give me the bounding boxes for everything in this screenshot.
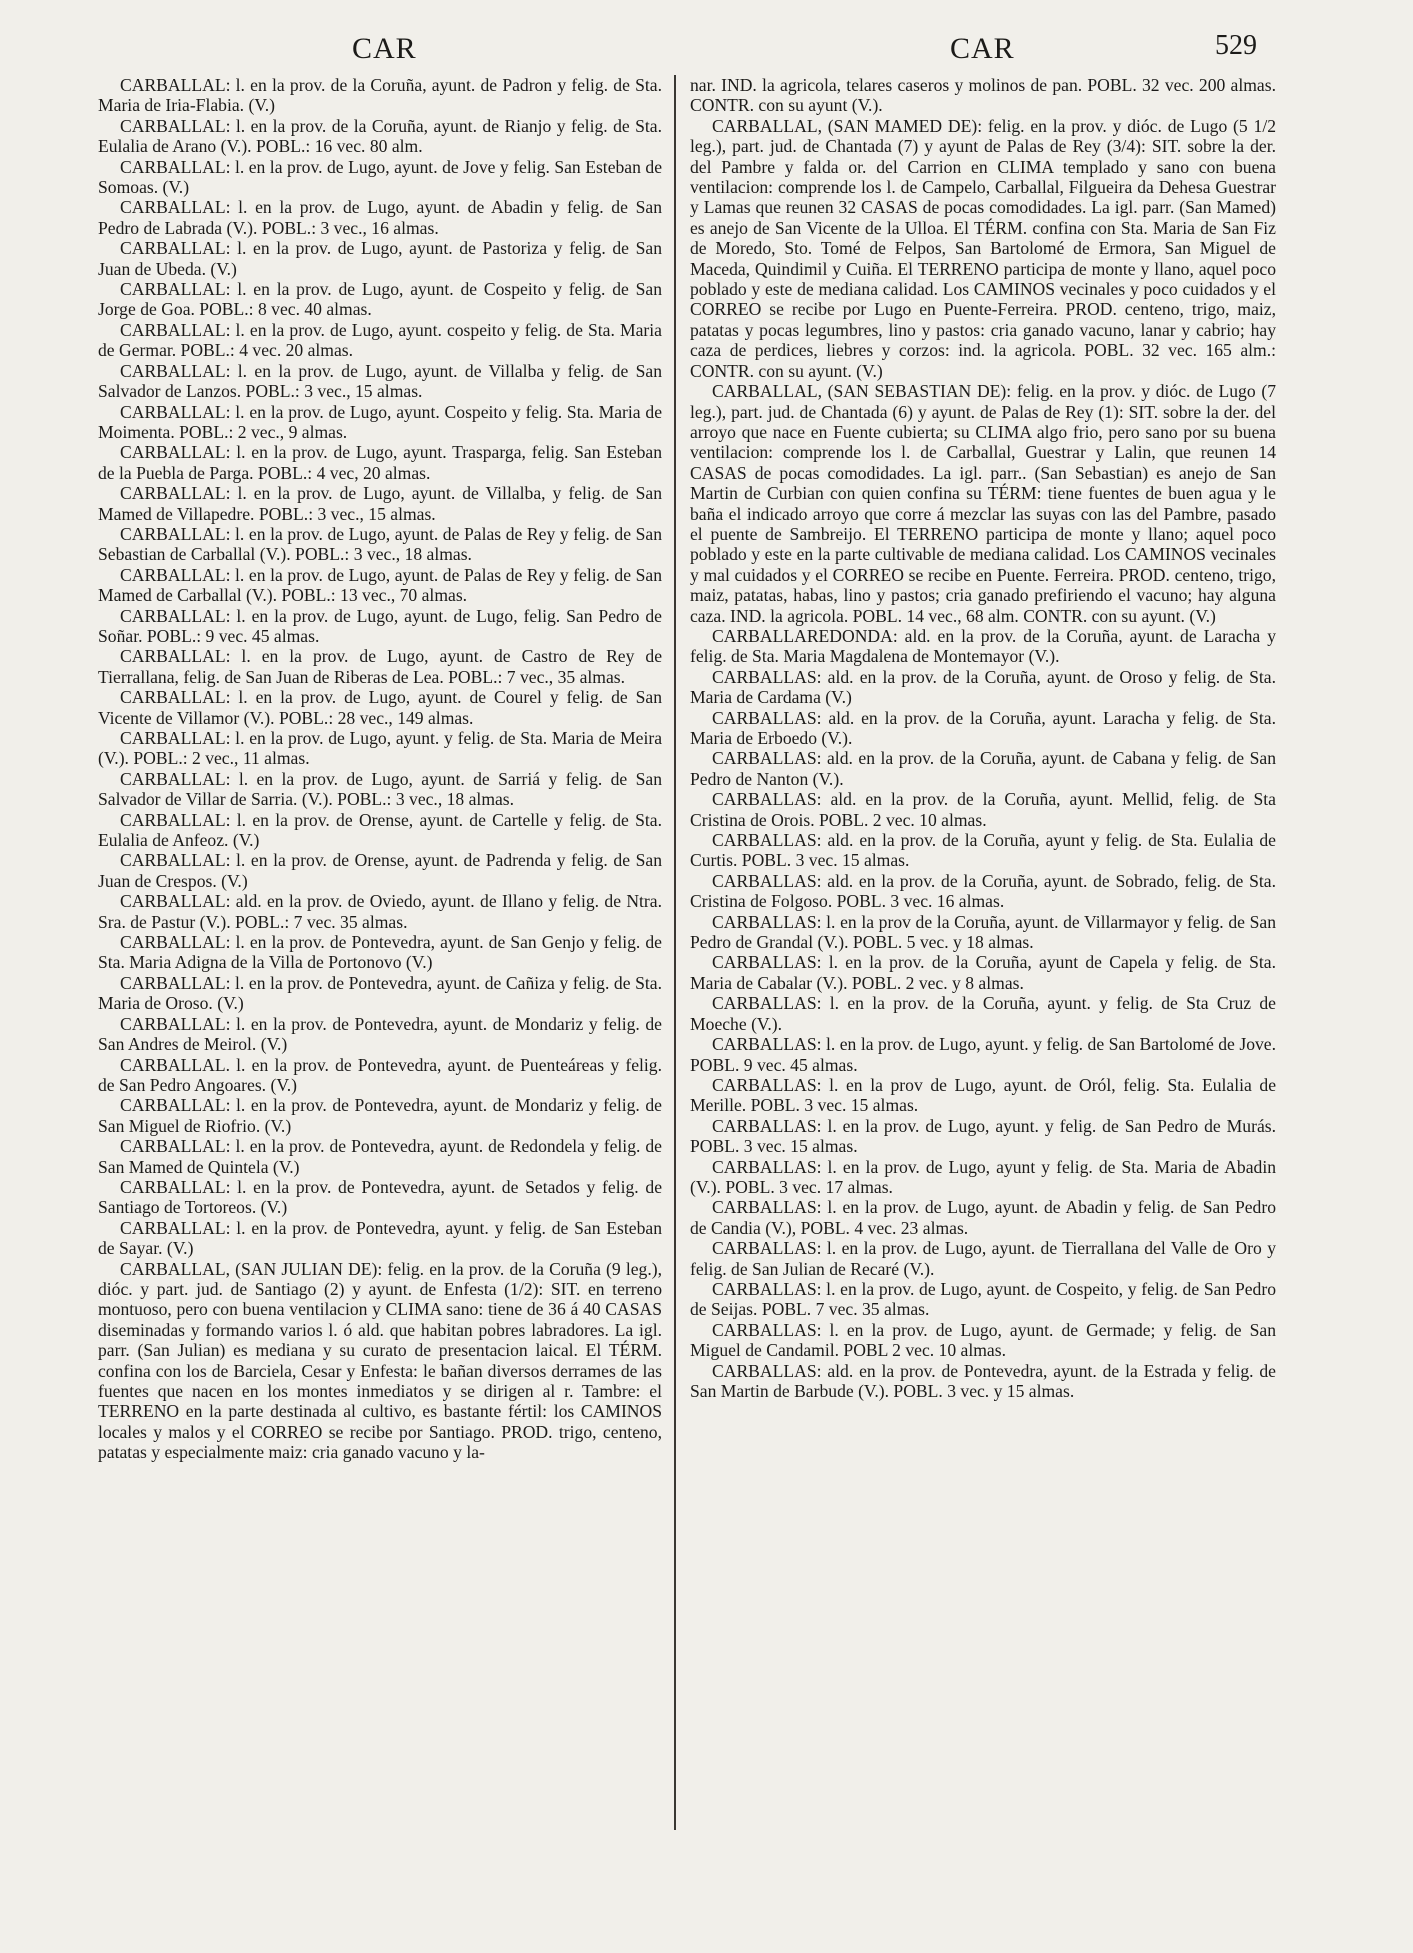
gazetteer-entry: CARBALLAS: l. en la prov. de Lugo, ayunt y felig. de Sta. Maria de Abadin (V.). POBL. 3 vec. 17 almas. bbox=[690, 1156, 1276, 1197]
gazetteer-entry: CARBALLAL, (SAN JULIAN DE): felig. en la prov. de la Coruña (9 leg.), dióc. y part. jud. de Santiago (2) y ayunt. de Enfesta (1/2): SIT. en terreno montuoso, pero con buena ventilacion y CLIMA sano: tiene de 36 á 40 CASAS diseminadas y formando varios l. ó ald. que habitan pobres labradores. La igl. parr. (San Julian) es mediana y su curato de presentacion laical. El TÉRM. confina con los de Barciela, Cesar y Enfesta: le bañan diversos derrames de las fuentes que nacen en los montes inmediatos y se dirigen al r. Tambre: el TERRENO en la parte destinada al cultivo, es bastante fértil: los CAMINOS locales y malos y el CORREO se recibe por Santiago. PROD. trigo, centeno, patatas y especialmente maiz: cria ganado vacuno y la- bbox=[98, 1258, 662, 1463]
gazetteer-entry: CARBALLAL: l. en la prov. de Lugo, ayunt. de Courel y felig. de San Vicente de Villamor (V.). POBL.: 28 vec., 149 almas. bbox=[98, 687, 662, 728]
gazetteer-entry: CARBALLAS: l. en la prov de la Coruña, ayunt. de Villarmayor y felig. de San Pedro de Grandal (V.). POBL. 5 vec. y 18 almas. bbox=[690, 911, 1276, 953]
gazetteer-entry: CARBALLAL: l. en la prov. de Lugo, ayunt. cospeito y felig. de Sta. Maria de Germar. POBL.: 4 vec. 20 almas. bbox=[98, 319, 662, 361]
gazetteer-entry: CARBALLAL: l. en la prov. de Lugo, ayunt. de Jove y felig. San Esteban de Somoas. (V.) bbox=[98, 156, 662, 198]
gazetteer-entry: CARBALLAS: l. en la prov. de Lugo, ayunt. de Tierrallana del Valle de Oro y felig. de San Julian de Recaré (V.). bbox=[690, 1238, 1276, 1279]
gazetteer-entry: CARBALLAL: l. en la prov. de Lugo, ayunt. de Castro de Rey de Tierrallana, felig. de San Juan de Riberas de Lea. POBL.: 7 vec., 35 almas. bbox=[98, 646, 662, 687]
gazetteer-entry: CARBALLAL: l. en la prov. de Pontevedra, ayunt. de Cañiza y felig. de Sta. Maria de Oroso. (V.) bbox=[98, 972, 662, 1014]
gazetteer-entry: CARBALLAL: l. en la prov. de la Coruña, ayunt. de Padron y felig. de Sta. Maria de Iria-Flabia. (V.) bbox=[98, 75, 662, 116]
gazetteer-entry: CARBALLAS: ald. en la prov. de la Coruña, ayunt. de Oroso y felig. de Sta. Maria de Cardama (V.) bbox=[690, 666, 1276, 708]
gazetteer-entry: CARBALLAL: l. en la prov. de Lugo, ayunt. de Pastoriza y felig. de San Juan de Ubeda. (V.) bbox=[98, 238, 662, 279]
gazetteer-entry: CARBALLAL: ald. en la prov. de Oviedo, ayunt. de Illano y felig. de Ntra. Sra. de Pastur (V.). POBL.: 7 vec. 35 almas. bbox=[98, 891, 662, 932]
gazetteer-entry: CARBALLAL, (SAN SEBASTIAN DE): felig. en la prov. y dióc. de Lugo (7 leg.), part. jud. de Chantada (6) y ayunt. de Palas de Rey (1): SIT. sobre la der. del arroyo que nace en Fuente cubierta; su CLIMA algo frio, pero sano por su buena ventilacion: comprende los l. de Carballal, Guestrar y Lalin, que reunen 14 CASAS de pocas comodidades. La igl. parr.. (San Sebastian) es anejo de San Martin de Curbian con quien confina su TÉRM: tiene fuentes de buen agua y le baña el indicado arroyo que corre á mezclar las suyas con las del Pambre, pasado el puente de Sambreijo. El TERRENO participa de monte y llano; aquel poco poblado y este en la parte cultivable de mediana calidad. Los CAMINOS vecinales y mal cuidados y el CORREO se recibe en Puente. Ferreira. PROD. centeno, trigo, maiz, patatas, habas, lino y pastos; cria ganado prefiriendo el vacuno; hay alguna caza. IND. la agricola. POBL. 14 vec., 68 alm. CONTR. con su ayunt. (V.) bbox=[690, 381, 1276, 626]
gazetteer-entry: CARBALLAS: l. en la prov. de la Coruña, ayunt de Capela y felig. de Sta. Maria de Cabalar (V.). POBL. 2 vec. y 8 almas. bbox=[690, 952, 1276, 993]
gazetteer-entry: CARBALLAS: ald. en la prov. de la Coruña, ayunt. Mellid, felig. de Sta Cristina de Orois. POBL. 2 vec. 10 almas. bbox=[690, 789, 1276, 830]
gazetteer-entry: CARBALLAL: l. en la prov. de Lugo, ayunt. de Lugo, felig. San Pedro de Soñar. POBL.: 9 vec. 45 almas. bbox=[98, 605, 662, 646]
gazetteer-entry: CARBALLAL: l. en la prov. de Orense, ayunt. de Cartelle y felig. de Sta. Eulalia de Anfeoz. (V.) bbox=[98, 809, 662, 851]
page-number: 529 bbox=[1215, 30, 1257, 61]
right-column bbox=[690, 75, 1276, 1401]
right-running-head: CAR bbox=[950, 32, 1015, 65]
gazetteer-entry: CARBALLAS: l. en la prov. de Lugo, ayunt. de Abadin y felig. de San Pedro de Candia (V.), POBL. 4 vec. 23 almas. bbox=[690, 1197, 1276, 1238]
gazetteer-entry: nar. IND. la agricola, telares caseros y molinos de pan. POBL. 32 vec. 200 almas. CONTR. con su ayunt (V.). bbox=[690, 75, 1276, 116]
gazetteer-entry: CARBALLAS: l. en la prov. de Lugo, ayunt. de Germade; y felig. de San Miguel de Candamil. POBL 2 vec. 10 almas. bbox=[690, 1319, 1276, 1361]
gazetteer-entry: CARBALLAS: l. en la prov. de Lugo, ayunt. de Cospeito, y felig. de San Pedro de Seijas. POBL. 7 vec. 35 almas. bbox=[690, 1278, 1276, 1320]
gazetteer-entry: CARBALLAS: ald. en la prov. de la Coruña, ayunt. de Sobrado, felig. de Sta. Cristina de Folgoso. POBL. 3 vec. 16 almas. bbox=[690, 870, 1276, 912]
gazetteer-entry: CARBALLAL: l. en la prov. de la Coruña, ayunt. de Rianjo y felig. de Sta. Eulalia de Arano (V.). POBL.: 16 vec. 80 alm. bbox=[98, 115, 662, 157]
gazetteer-entry: CARBALLAL, (SAN MAMED DE): felig. en la prov. y dióc. de Lugo (5 1/2 leg.), part. jud. de Chantada (7) y ayunt de Palas de Rey (3/4): SIT. sobre la der. del Pambre y falda or. del Carrion en CLIMA templado y sano con buena ventilacion: comprende los l. de Campelo, Carballal, Filgueira da Dehesa Guestrar y Lamas que reunen 32 CASAS de pocas comodidades. La igl. parr. (San Mamed) es anejo de San Vicente de la Ulloa. El TÉRM. confina con Sta. Maria de San Fiz de Moredo, Sto. Tomé de Felpos, San Bartolomé de Ermora, San Miguel de Maceda, Quindimil y Cuiña. El TERRENO participa de monte y llano, aquel poco poblado y este de mediana calidad. Los CAMINOS vecinales y poco cuidados y el CORREO se recibe por Lugo en Puente-Ferreira. PROD. centeno, trigo, maiz, patatas y pocas legumbres, lino y pastos: cria ganado vacuno, lanar y cabrio; hay caza de perdices, liebres y corzos: ind. la agricola. POBL. 32 vec. 165 alm.: CONTR. con su ayunt. (V.) bbox=[690, 115, 1276, 381]
gazetteer-entry: CARBALLAL: l. en la prov. de Lugo, ayunt. de Cospeito y felig. de San Jorge de Goa. POBL.: 8 vec. 40 almas. bbox=[98, 279, 662, 320]
gazetteer-entry: CARBALLAL: l. en la prov. de Lugo, ayunt. y felig. de Sta. Maria de Meira (V.). POBL.: 2 vec., 11 almas. bbox=[98, 728, 662, 769]
gazetteer-entry: CARBALLAL. l. en la prov. de Pontevedra, ayunt. de Puenteáreas y felig. de San Pedro Angoares. (V.) bbox=[98, 1054, 662, 1095]
gazetteer-entry: CARBALLAL: l. en la prov. de Lugo, ayunt. de Sarriá y felig. de San Salvador de Villar de Sarria. (V.). POBL.: 3 vec., 18 almas. bbox=[98, 768, 662, 810]
left-running-head: CAR bbox=[352, 32, 417, 65]
gazetteer-entry: CARBALLAS: ald. en la prov. de Pontevedra, ayunt. de la Estrada y felig. de San Martin de Barbude (V.). POBL. 3 vec. y 15 almas. bbox=[690, 1360, 1276, 1401]
gazetteer-entry: CARBALLAL: l. en la prov. de Pontevedra, ayunt. de San Genjo y felig. de Sta. Maria Adigna de la Villa de Portonovo (V.) bbox=[98, 932, 662, 973]
gazetteer-entry: CARBALLAS: l. en la prov. de Lugo, ayunt. y felig. de San Pedro de Murás. POBL. 3 vec. 15 almas. bbox=[690, 1115, 1276, 1157]
gazetteer-entry: CARBALLAL: l. en la prov. de Lugo, ayunt. de Villalba y felig. de San Salvador de Lanzos. POBL.: 3 vec., 15 almas. bbox=[98, 360, 662, 402]
gazetteer-entry: CARBALLAS: ald. en la prov. de la Coruña, ayunt. Laracha y felig. de Sta. Maria de Erboedo (V.). bbox=[690, 707, 1276, 748]
gazetteer-entry: CARBALLAS: ald. en la prov. de la Coruña, ayunt. de Cabana y felig. de San Pedro de Nanton (V.). bbox=[690, 748, 1276, 789]
gazetteer-entry: CARBALLAS: ald. en la prov. de la Coruña, ayunt y felig. de Sta. Eulalia de Curtis. POBL. 3 vec. 15 almas. bbox=[690, 830, 1276, 871]
gazetteer-entry: CARBALLAL: l. en la prov. de Pontevedra, ayunt. de Mondariz y felig. de San Andres de Meirol. (V.) bbox=[98, 1013, 662, 1055]
gazetteer-entry: CARBALLAL: l. en la prov. de Lugo, ayunt. Trasparga, felig. San Esteban de la Puebla de Parga. POBL.: 4 vec, 20 almas. bbox=[98, 442, 662, 483]
gazetteer-entry: CARBALLAL: l. en la prov. de Pontevedra, ayunt. de Setados y felig. de Santiago de Tortoreos. (V.) bbox=[98, 1176, 662, 1218]
gazetteer-entry: CARBALLAL: l. en la prov. de Lugo, ayunt. de Palas de Rey y felig. de San Sebastian de Carballal (V.). POBL.: 3 vec., 18 almas. bbox=[98, 523, 662, 565]
gazetteer-entry: CARBALLAL: l. en la prov. de Pontevedra, ayunt. y felig. de San Esteban de Sayar. (V.) bbox=[98, 1217, 662, 1259]
gazetteer-entry: CARBALLAS: l. en la prov de Lugo, ayunt. de Oról, felig. Sta. Eulalia de Merille. POBL. 3 vec. 15 almas. bbox=[690, 1074, 1276, 1116]
gazetteer-entry: CARBALLAL: l. en la prov. de Orense, ayunt. de Padrenda y felig. de San Juan de Crespos. (V.) bbox=[98, 850, 662, 891]
gazetteer-entry: CARBALLAS: l. en la prov. de la Coruña, ayunt. y felig. de Sta Cruz de Moeche (V.). bbox=[690, 993, 1276, 1034]
gazetteer-entry: CARBALLAREDONDA: ald. en la prov. de la Coruña, ayunt. de Laracha y felig. de Sta. Maria Magdalena de Montemayor (V.). bbox=[690, 625, 1276, 667]
gazetteer-entry: CARBALLAL: l. en la prov. de Pontevedra, ayunt. de Redondela y felig. de San Mamed de Quintela (V.) bbox=[98, 1136, 662, 1177]
gazetteer-entry: CARBALLAL: l. en la prov. de Lugo, ayunt. Cospeito y felig. Sta. Maria de Moimenta. POBL.: 2 vec., 9 almas. bbox=[98, 401, 662, 442]
gazetteer-entry: CARBALLAS: l. en la prov. de Lugo, ayunt. y felig. de San Bartolomé de Jove. POBL. 9 vec. 45 almas. bbox=[690, 1034, 1276, 1075]
left-column bbox=[98, 75, 662, 1463]
gazetteer-entry: CARBALLAL: l. en la prov. de Lugo, ayunt. de Abadin y felig. de San Pedro de Labrada (V.). POBL.: 3 vec., 16 almas. bbox=[98, 197, 662, 238]
gazetteer-entry: CARBALLAL: l. en la prov. de Lugo, ayunt. de Villalba, y felig. de San Mamed de Villapedre. POBL.: 3 vec., 15 almas. bbox=[98, 483, 662, 524]
gazetteer-entry: CARBALLAL: l. en la prov. de Pontevedra, ayunt. de Mondariz y felig. de San Miguel de Riofrio. (V.) bbox=[98, 1095, 662, 1136]
column-divider bbox=[674, 75, 676, 1830]
gazetteer-entry: CARBALLAL: l. en la prov. de Lugo, ayunt. de Palas de Rey y felig. de San Mamed de Carballal (V.). POBL.: 13 vec., 70 almas. bbox=[98, 564, 662, 606]
